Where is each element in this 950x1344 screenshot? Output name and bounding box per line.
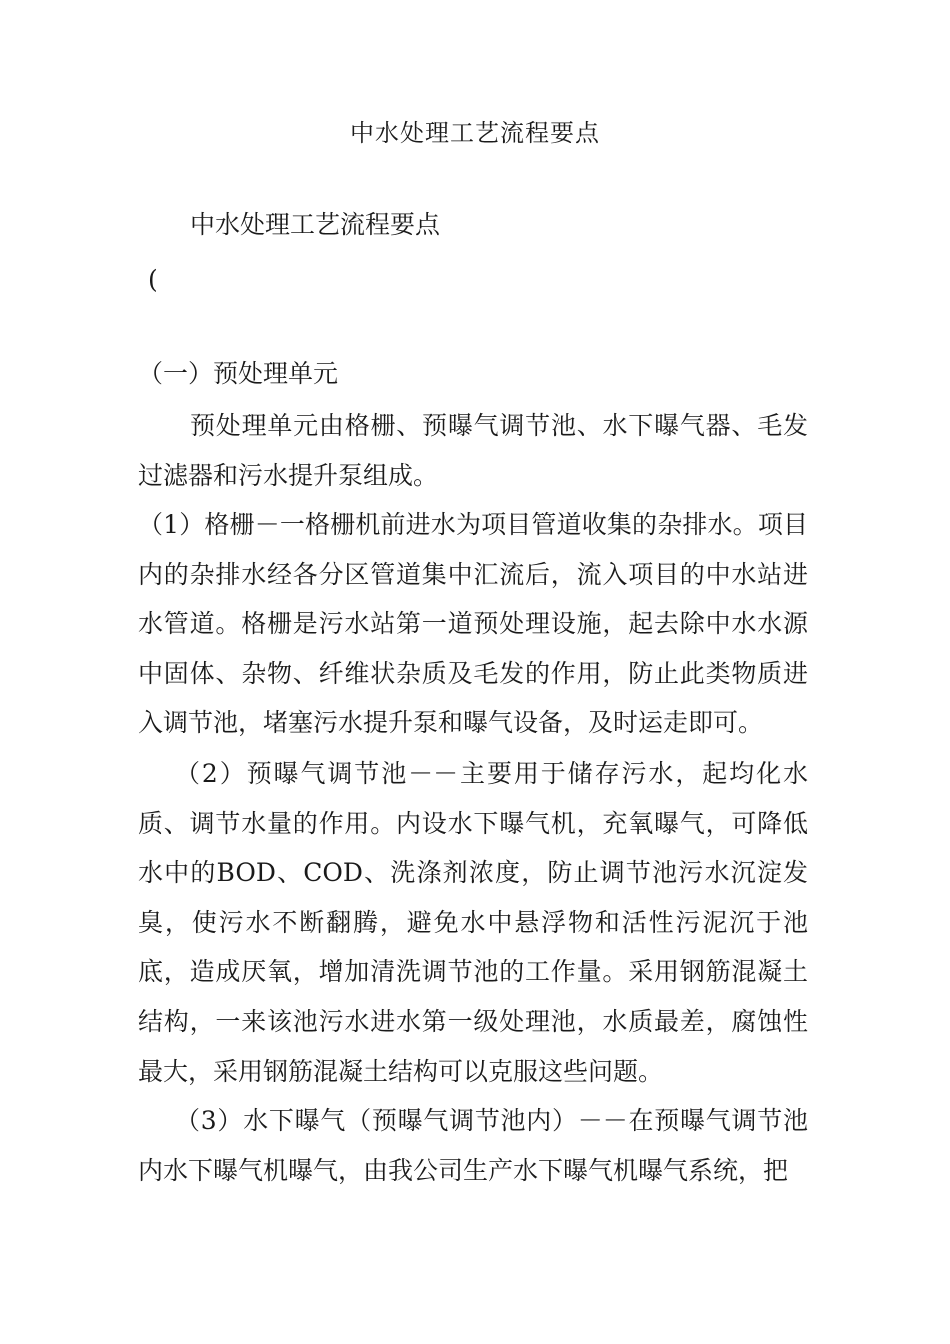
paragraph-pre-aeration-tank: （2）预曝气调节池－－主要用于储存污水，起均化水质、调节水量的作用。内设水下曝气机，充氧曝气，可降低水中的BOD、COD、洗涤剂浓度，防止调节池污水沉淀发臭，使污水不断翻腾，避免水中悬浮物和活性污泥沉于池底，造成厌氧，增加清洗调节池的工作量。采用钢筋混凝土结构，一来该池污水进水第一级处理池，水质最差，腐蚀性最大，采用钢筋混凝土结构可以克服这些问题。	[138, 759, 808, 1086]
open-paren-line: (	[148, 265, 158, 294]
document-subtitle: 中水处理工艺流程要点	[190, 210, 441, 239]
section-heading-pretreatment: （一）预处理单元	[138, 359, 339, 388]
paragraph-grille: （1）格栅－一格栅机前进水为项目管道收集的杂排水。项目内的杂排水经各分区管道集中汇流后，流入项目的中水站进水管道。格栅是污水站第一道预处理设施，起去除中水水源中固体、杂物、纤维状杂质及毛发的作用，防止此类物质进入调节池，堵塞污水提升泵和曝气设备，及时运走即可。	[138, 510, 808, 738]
document-title: 中水处理工艺流程要点	[350, 119, 600, 147]
paragraph-pretreatment-intro: 预处理单元由格栅、预曝气调节池、水下曝气器、毛发过滤器和污水提升泵组成。	[138, 411, 808, 490]
paragraph-underwater-aeration: （3）水下曝气（预曝气调节池内）－－在预曝气调节池内水下曝气机曝气，由我公司生产水下曝气机曝气系统，把	[138, 1106, 808, 1185]
